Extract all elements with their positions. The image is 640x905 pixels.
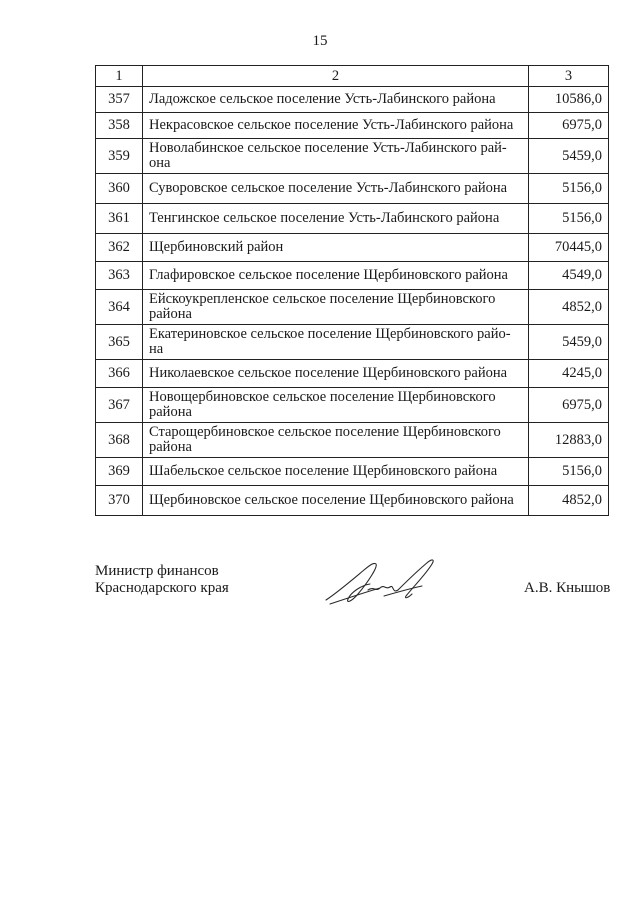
table-row — [96, 262, 609, 290]
settlement-name-cell: Екатериновское сельское поселение Щербиновского райо-на — [143, 325, 529, 360]
table-row — [96, 486, 609, 516]
row-number-cell: 365 — [96, 325, 143, 360]
page-number: 15 — [312, 33, 328, 49]
amount-cell: 5156,0 — [529, 204, 609, 234]
table-row — [96, 113, 609, 139]
settlement-name-cell: Новощербиновское сельское поселение Щербиновского района — [143, 388, 529, 423]
amount-cell: 4245,0 — [529, 360, 609, 388]
amount-cell: 4549,0 — [529, 262, 609, 290]
settlement-name-cell: Тенгинское сельское поселение Усть-Лабинского района — [143, 204, 529, 234]
table-row — [96, 388, 609, 423]
amount-cell: 6975,0 — [529, 113, 609, 139]
table-row — [96, 204, 609, 234]
row-number-cell: 362 — [96, 234, 143, 262]
row-number-cell: 370 — [96, 486, 143, 516]
amount-cell: 12883,0 — [529, 423, 609, 458]
row-number-cell: 358 — [96, 113, 143, 139]
settlement-name-cell: Суворовское сельское поселение Усть-Лабинского района — [143, 174, 529, 204]
allocation-table — [95, 65, 609, 516]
row-number-cell: 359 — [96, 139, 143, 174]
row-number-cell: 367 — [96, 388, 143, 423]
signatory-name: А.В. Кнышов — [524, 580, 611, 596]
table-row — [96, 174, 609, 204]
settlement-name-cell: Новолабинское сельское поселение Усть-Лабинского рай-она — [143, 139, 529, 174]
settlement-name-cell: Старощербиновское сельское поселение Щербиновского района — [143, 423, 529, 458]
amount-cell: 10586,0 — [529, 87, 609, 113]
amount-cell: 5459,0 — [529, 325, 609, 360]
table-row — [96, 458, 609, 486]
table-row — [96, 423, 609, 458]
settlement-name-cell: Ейскоукрепленское сельское поселение Щербиновского района — [143, 290, 529, 325]
table-body — [96, 66, 609, 516]
table-row — [96, 360, 609, 388]
settlement-name-cell: Щербиновский район — [143, 234, 529, 262]
table-row — [96, 139, 609, 174]
amount-cell: 5156,0 — [529, 174, 609, 204]
amount-cell: 6975,0 — [529, 388, 609, 423]
row-number-cell: 368 — [96, 423, 143, 458]
column-header-value: 3 — [529, 66, 609, 87]
row-number-cell: 366 — [96, 360, 143, 388]
row-number-cell: 360 — [96, 174, 143, 204]
handwritten-signature — [318, 552, 448, 612]
table-header-row — [96, 66, 609, 87]
table-row — [96, 234, 609, 262]
table-row — [96, 87, 609, 113]
signatory-title-line2: Краснодарского края — [95, 580, 229, 596]
signature-block — [95, 563, 229, 597]
amount-cell: 70445,0 — [529, 234, 609, 262]
amount-cell: 5459,0 — [529, 139, 609, 174]
column-header-name: 2 — [143, 66, 529, 87]
settlement-name-cell: Ладожское сельское поселение Усть-Лабинского района — [143, 87, 529, 113]
settlement-name-cell: Глафировское сельское поселение Щербиновского района — [143, 262, 529, 290]
column-header-number: 1 — [96, 66, 143, 87]
amount-cell: 5156,0 — [529, 458, 609, 486]
row-number-cell: 364 — [96, 290, 143, 325]
settlement-name-cell: Шабельское сельское поселение Щербиновского района — [143, 458, 529, 486]
settlement-name-cell: Николаевское сельское поселение Щербиновского района — [143, 360, 529, 388]
amount-cell: 4852,0 — [529, 486, 609, 516]
settlement-name-cell: Щербиновское сельское поселение Щербиновского района — [143, 486, 529, 516]
row-number-cell: 357 — [96, 87, 143, 113]
row-number-cell: 361 — [96, 204, 143, 234]
settlement-name-cell: Некрасовское сельское поселение Усть-Лабинского района — [143, 113, 529, 139]
table-row — [96, 325, 609, 360]
table-row — [96, 290, 609, 325]
row-number-cell: 369 — [96, 458, 143, 486]
amount-cell: 4852,0 — [529, 290, 609, 325]
signatory-title-line1: Министр финансов — [95, 563, 219, 579]
row-number-cell: 363 — [96, 262, 143, 290]
